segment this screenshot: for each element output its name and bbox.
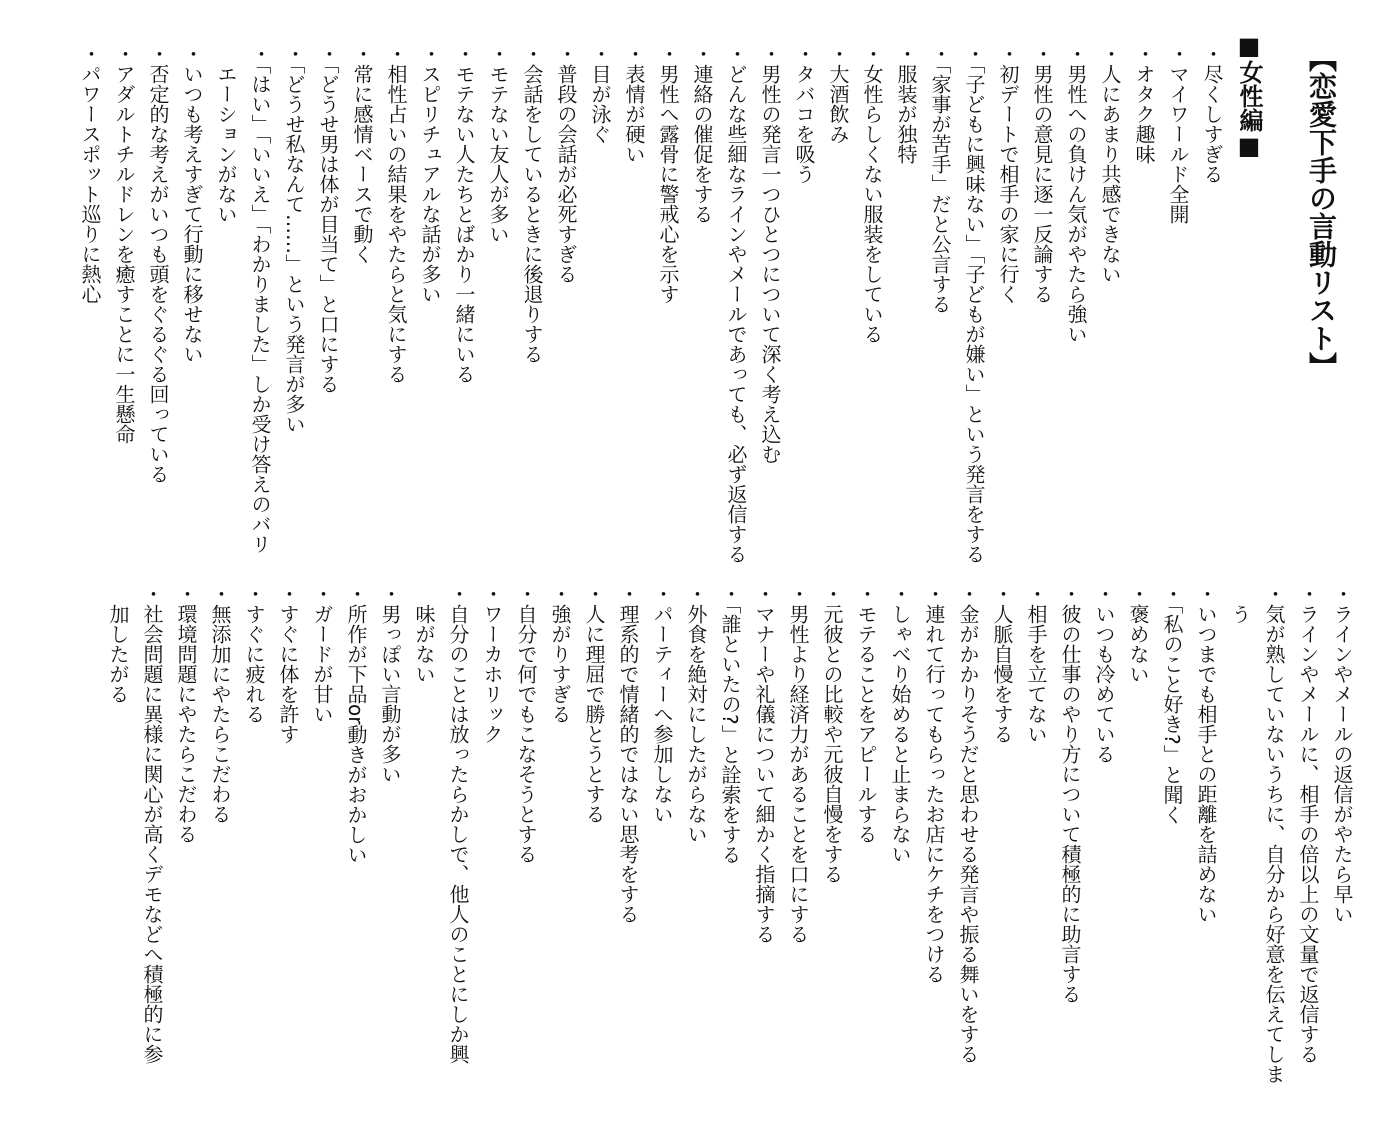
list-item: ・彼の仕事のやり方について積極的に助言する — [1058, 584, 1082, 1004]
list-item: ・相性占いの結果をやたらと気にする — [384, 44, 408, 384]
list-item: ・ガードが甘い — [310, 584, 334, 724]
list-item: ・タバコを吸う — [792, 44, 816, 184]
list-item: ・「家事が苦手」だと公言する — [928, 44, 952, 314]
list-item: ・服装が独特 — [894, 44, 918, 164]
list-item: ・社会問題に異様に関心が高くデモなどへ積極的に参 — [140, 584, 164, 1064]
list-item: ・褒めない — [1126, 584, 1150, 684]
list-item: ・モテることをアピールする — [854, 584, 878, 844]
list-item: ・スピリチュアルな話が多い — [418, 44, 442, 304]
list-item: ・ラインやメールの返信がやたら早い — [1330, 584, 1354, 924]
list-item: ・「私のこと好き?」と聞く — [1160, 584, 1184, 825]
list-item: ・普段の会話が必死すぎる — [554, 44, 578, 284]
list-item: ・「子どもに興味ない」「子どもが嫌い」という発言をする — [962, 44, 986, 564]
list-item: ・常に感情ベースで動く — [350, 44, 374, 264]
list-item: ・環境問題にやたらこだわる — [174, 584, 198, 844]
list-item: ・目が泳ぐ — [588, 44, 612, 144]
list-item: ・初デートで相手の家に行く — [996, 44, 1020, 304]
list-item: ・マイワールド全開 — [1166, 44, 1190, 224]
list-item: ・パーティーへ参加しない — [650, 584, 674, 824]
list-item: ・会話をしているときに後退りする — [520, 44, 544, 364]
bottom-list — [101, 584, 1359, 1104]
list-item: ・金がかかりそうだと思わせる発言や振る舞いをする — [956, 584, 980, 1064]
list-item: ・モテない人たちとばかり一緒にいる — [452, 44, 476, 384]
list-item: ・いつも冷めている — [1092, 584, 1116, 764]
list-item: ・人脈自慢をする — [990, 584, 1014, 744]
list-item: ・ラインやメールに、相手の倍以上の文量で返信する — [1296, 584, 1320, 1064]
page-title: 【恋愛下手の言動リスト】 — [1305, 44, 1338, 380]
list-item: ・マナーや礼儀について細かく指摘する — [752, 584, 776, 944]
list-item: ・連絡の催促をする — [690, 44, 714, 224]
list-item: エーションがない — [214, 44, 238, 224]
list-item: 味がない — [412, 584, 436, 684]
list-item: ・しゃべり始めると止まらない — [888, 584, 912, 864]
list-item: ・男性の発言一つひとつについて深く考え込む — [758, 44, 782, 464]
list-item: ・すぐに疲れる — [242, 584, 266, 724]
list-item: ・人に理屈で勝とうとする — [582, 584, 606, 824]
top-list — [73, 44, 1229, 584]
list-item: ・大酒飲み — [826, 44, 850, 144]
list-item: ・「どうせ私なんて……」という発言が多い — [282, 44, 306, 434]
list-item: ・オタク趣味 — [1132, 44, 1156, 164]
list-item: ・気が熟していないうちに、自分から好意を伝えてしま — [1262, 584, 1286, 1084]
list-item: 加したがる — [106, 584, 130, 704]
list-item: ・自分のことは放ったらかしで、他人のことにしか興 — [446, 584, 470, 1064]
list-item: ・元彼との比較や元彼自慢をする — [820, 584, 844, 884]
list-item: ・理系的で情緒的ではない思考をする — [616, 584, 640, 924]
list-item: ・男性への負けん気がやたら強い — [1064, 44, 1088, 344]
list-item: ・外食を絶対にしたがらない — [684, 584, 708, 844]
list-item: ・すぐに体を許す — [276, 584, 300, 744]
list-item: ・男性より経済力があることを口にする — [786, 584, 810, 944]
list-item: ・アダルトチルドレンを癒すことに一生懸命 — [112, 44, 136, 444]
list-item: ・いつも考えすぎて行動に移せない — [180, 44, 204, 364]
list-item: ・強がりすぎる — [548, 584, 572, 724]
list-item: ・男性へ露骨に警戒心を示す — [656, 44, 680, 304]
list-item: ・相手を立てない — [1024, 584, 1048, 744]
list-item: ・人にあまり共感できない — [1098, 44, 1122, 284]
list-item: ・いつまでも相手との距離を詰めない — [1194, 584, 1218, 924]
list-item: ・所作が下品or動きがおかしい — [344, 584, 368, 865]
list-item: う — [1228, 584, 1252, 624]
list-item: ・パワースポット巡りに熱心 — [78, 44, 102, 304]
list-item: ・「どうせ男は体が目当て」と口にする — [316, 44, 340, 394]
section-heading: ■女性編■ — [1235, 32, 1263, 160]
list-item: ・無添加にやたらこだわる — [208, 584, 232, 824]
list-item: ・「誰といたの?」と詮索をする — [718, 584, 742, 865]
list-item: ・連れて行ってもらったお店にケチをつける — [922, 584, 946, 984]
list-item: ・ワーカホリック — [480, 584, 504, 744]
list-item: ・表情が硬い — [622, 44, 646, 164]
list-item: ・男性の意見に逐一反論する — [1030, 44, 1054, 304]
list-item: ・否定的な考えがいつも頭をぐるぐる回っている — [146, 44, 170, 484]
list-item: ・「はい」「いいえ」「わかりました」しか受け答えのバリ — [248, 44, 272, 554]
list-item: ・自分で何でもこなそうとする — [514, 584, 538, 864]
list-item: ・男っぽい言動が多い — [378, 584, 402, 784]
list-item: ・どんな些細なラインやメールであっても、必ず返信する — [724, 44, 748, 564]
list-item: ・女性らしくない服装をしている — [860, 44, 884, 344]
list-item: ・尽くしすぎる — [1200, 44, 1224, 184]
list-item: ・モテない友人が多い — [486, 44, 510, 244]
